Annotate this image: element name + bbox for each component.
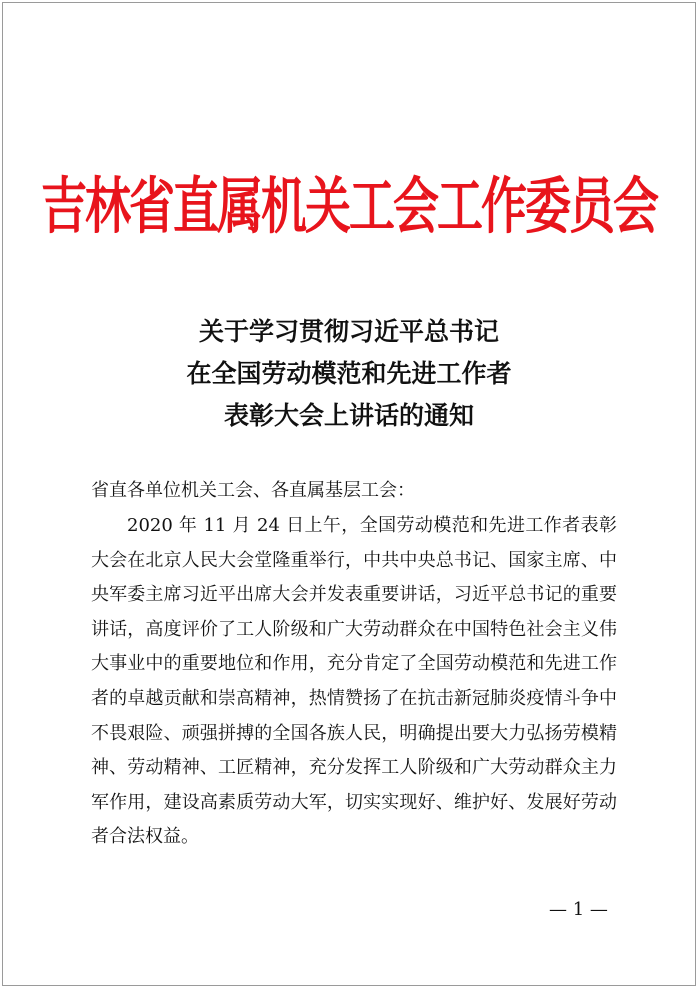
- issuer-red-header: 吉林省直属机关工会工作委员会: [41, 170, 657, 242]
- title-line-1: 关于学习贯彻习近平总书记: [198, 317, 499, 346]
- body-paragraph: 2020 年 11 月 24 日上午，全国劳动模范和先进工作者表彰大会在北京人民大会堂隆重举行，中共中央总书记、国家主席、中央军委主席习近平出席大会并发表重要讲话，习近平总书记的重要讲话，高度评价了工人阶级和广大劳动群众在中国特色社会主义伟大事业中的重要地位和作用，充分肯定了全国劳动模范和先进工作者的卓越贡献和崇高精神，热情赞扬了在抗击新冠肺炎疫情斗争中不畏艰险、顽强拼搏的全国各族人民，明确提出要大力弘扬劳模精神、劳动精神、工匠精神，充分发挥工人阶级和广大劳动群众主力军作用，建设高素质劳动大军，切实实现好、维护好、发展好劳动者合法权益。: [91, 515, 617, 848]
- title-line-2: 在全国劳动模范和先进工作者: [186, 359, 512, 388]
- page-number: — 1 —: [549, 899, 608, 920]
- document-title: [3, 311, 695, 437]
- title-line-3: 表彰大会上讲话的通知: [223, 401, 474, 430]
- document-page: [2, 2, 696, 986]
- salutation: 省直各单位机关工会、各直属基层工会：: [91, 480, 415, 501]
